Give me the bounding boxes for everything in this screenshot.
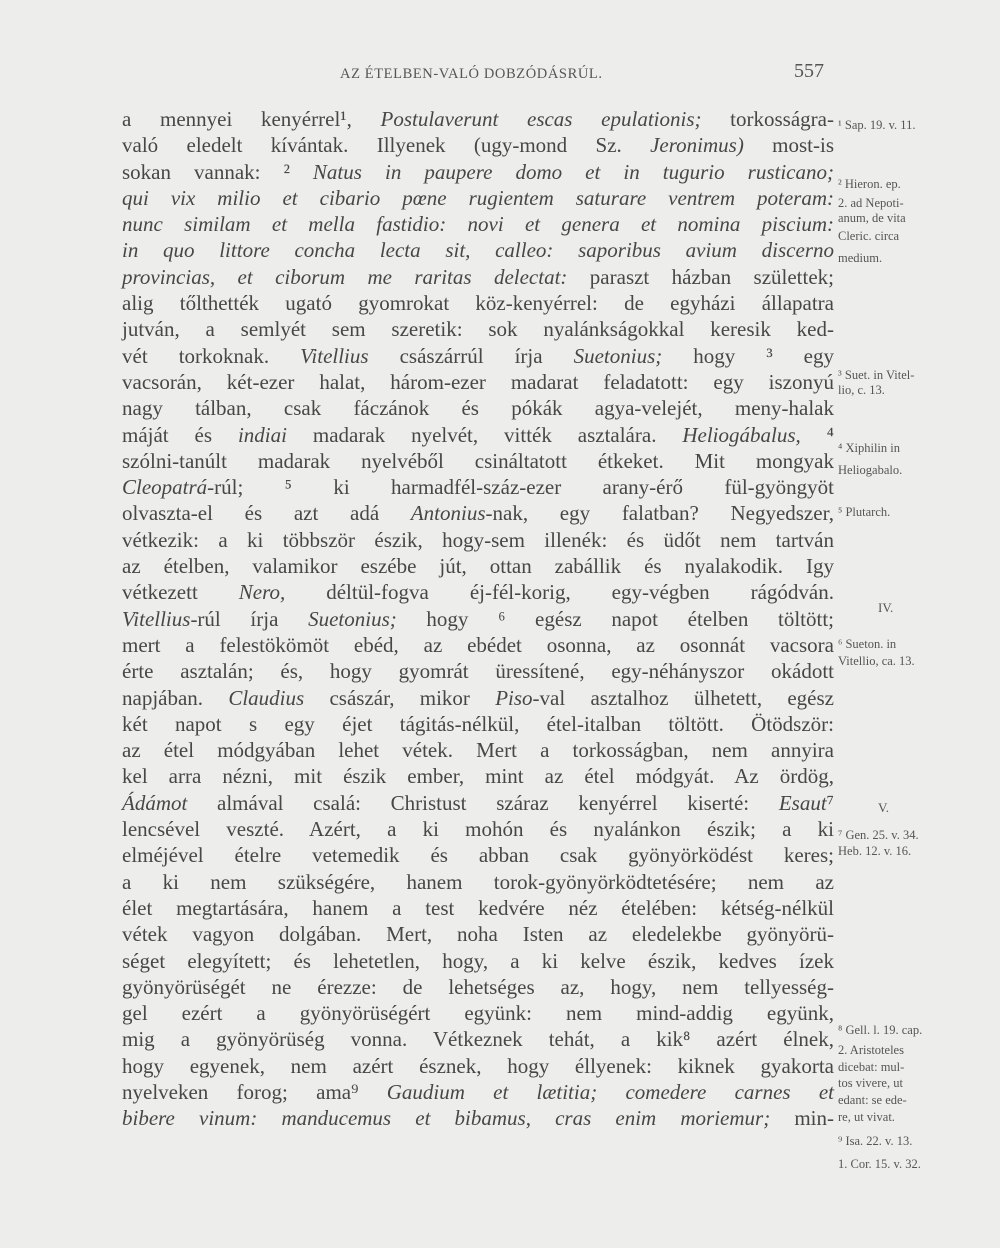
margin-note: ¹ Sap. 19. v. 11. [838, 118, 916, 132]
text-run: mig a gyönyörüség vonna. Vétkeznek tehát, a kik⁸ azért élnek, [122, 1027, 834, 1052]
text-run: hogy ⁶ egész napot ételben töltött; [396, 606, 834, 631]
text-run: mert a felestökömöt ebéd, az ebédet osonna, az osonnát vacsora [122, 632, 834, 657]
text-run: alig tőlthették ugató gyomrokat köz-kenyérrel: de egyházi állapatra [122, 291, 834, 316]
margin-note: dicebat: mul- [838, 1060, 905, 1074]
italic-text: Postulaverunt escas epulationis; [380, 107, 702, 131]
text-run: gel ezért a gyönyörüségért együnk: nem mind-addig együnk, [122, 1001, 834, 1026]
italic-text: Esaut [778, 790, 827, 815]
text-run: torkosságra- [701, 107, 834, 131]
text-run: -rúl; ⁵ ki harmadfél-száz-ezer arany-érő fül-gyöngyöt [207, 475, 834, 500]
margin-note: 2. ad Nepoti- [838, 196, 904, 210]
italic-text: nunc similam et mella fastidio: novi et genera et nomina piscium: [122, 212, 834, 237]
text-run: almával csalá: Christust száraz kenyérrel kiserté: [187, 790, 779, 815]
text-run: a mennyei kenyérrel¹, [122, 107, 381, 131]
text-run: gyönyörüségét ne érezze: de lehetséges az, hogy, nem tellyesség- [122, 974, 834, 999]
margin-note: Heb. 12. v. 16. [838, 844, 912, 858]
margin-note: ⁷ Gen. 25. v. 34. [838, 828, 919, 842]
text-line [122, 264, 834, 290]
text-line [122, 527, 834, 553]
text-line [122, 448, 834, 474]
text-run: séget elegyített; és lehetetlen, hogy, a ki kelve észik, kedves ízek [122, 948, 834, 973]
italic-text: Natus in paupere domo et in tugurio rusticano; [312, 159, 834, 184]
italic-text: Vitellius [122, 606, 191, 631]
text-line [122, 553, 834, 579]
margin-note: edant: se ede- [838, 1093, 907, 1107]
text-run: való eledelt kívántak. Illyenek (ugy-mond Sz. [122, 133, 651, 158]
text-run: ⁷ [826, 790, 834, 815]
margin-note: Heliogabalo. [838, 463, 903, 477]
margin-note: ⁸ Gell. l. 19. cap. [838, 1023, 923, 1037]
text-line [122, 763, 834, 789]
italic-text: provincias, et ciborum me raritas delectat: [122, 264, 568, 289]
text-run: élet megtartására, hanem a test kedvére néz ételében: kétség-nélkül [122, 895, 834, 920]
section-number: IV. [878, 600, 894, 615]
text-line [122, 685, 834, 711]
text-line [122, 711, 834, 737]
text-line [122, 869, 834, 895]
page-number: 557 [794, 60, 824, 82]
margin-note: ⁴ Xiphilin in [838, 441, 900, 455]
italic-text: bibere vinum: manducemus et bibamus, cras enim moriemur; [122, 1106, 771, 1131]
text-line [122, 132, 834, 158]
text-run: az ételben, valamikor eszébe jút, ottan zabállik és nyalakodik. Igy [122, 554, 834, 579]
text-run: lencsével veszté. Azért, a ki mohón és nyalánkon észik; a ki [122, 817, 834, 842]
text-line [122, 237, 834, 263]
text-run: elméjével ételre vetemedik és abban csak gyönyörködést keres; [122, 843, 834, 868]
italic-text: Piso [495, 685, 533, 710]
text-run: -val asztalhoz ülhetett, egész [532, 685, 835, 710]
italic-text: Heliogábalus, [682, 422, 801, 447]
text-line [122, 658, 834, 684]
text-run: vétek vagyon dolgában. Mert, noha Isten az eledelekbe gyönyörü- [122, 922, 834, 947]
italic-text: Ádámot [122, 790, 188, 815]
text-line [122, 369, 834, 395]
text-line [122, 422, 834, 448]
text-run: két napot s egy éjet tágitás-nélkül, étel-italban töltött. Ötödször: [122, 711, 834, 736]
margin-note: ² Hieron. ep. [838, 177, 901, 191]
italic-text: Cleopatrá [122, 475, 208, 500]
italic-text: in quo littore concha lecta sit, calleo: saporibus avium discerno [122, 238, 834, 263]
text-line [122, 1053, 834, 1079]
text-run: -nak, egy falatban? Negyedszer, [485, 501, 834, 526]
margin-note: Cleric. circa [838, 229, 900, 243]
text-line [122, 343, 834, 369]
text-line [122, 159, 834, 185]
margin-note: lio, c. 13. [838, 383, 885, 397]
text-run: a ki nem szükségére, hanem torok-gyönyörködtetésére; nem az [122, 869, 834, 894]
text-line [122, 1026, 834, 1052]
text-run: szólni-tanúlt madarak nyelvéből csináltatott étkeket. Mit mongyak [122, 448, 834, 473]
text-line [122, 737, 834, 763]
text-run: déltül-fogva éj-fél-korig, egy-végben rágódván. [285, 580, 834, 605]
italic-text: Gaudium et lætitia; comedere carnes et [386, 1079, 834, 1104]
text-run: ⁴ [800, 422, 834, 447]
italic-text: Nero, [238, 580, 286, 605]
text-run: császárrúl írja [368, 343, 574, 368]
italic-text: Suetonius; [308, 606, 397, 631]
margin-note: ³ Suet. in Vitel- [838, 368, 915, 382]
margin-note: 1. Cor. 15. v. 32. [838, 1157, 921, 1171]
text-line [122, 474, 834, 500]
text-line [122, 632, 834, 658]
italic-text: Vitellius [300, 343, 369, 368]
margin-note: tos vivere, ut [838, 1076, 903, 1090]
text-run: máját és [122, 422, 238, 447]
margin-note: medium. [838, 251, 883, 265]
text-run: érte asztalán; és, hogy gyomrát üressítené, egy-néhányszor okádott [122, 659, 834, 684]
text-line [122, 842, 834, 868]
text-run: olvaszta-el és azt adá [122, 501, 411, 526]
italic-text: Jeronimus) [650, 133, 744, 158]
text-line [122, 579, 834, 605]
text-run: vétkezett [122, 580, 239, 605]
text-line [122, 500, 834, 526]
text-line [122, 895, 834, 921]
text-line [122, 290, 834, 316]
text-line [122, 1000, 834, 1026]
text-run: kel arra nézni, mit észik ember, mint az étel módgyát. Az ördög, [122, 764, 834, 789]
text-run: paraszt házban születtek; [567, 264, 834, 289]
text-run: madarak nyelvét, vitték asztalára. [286, 422, 683, 447]
italic-text: qui vix milio et cibario pœne rugientem saturare ventrem poteram: [122, 185, 834, 210]
italic-text: Antonius [410, 501, 486, 526]
text-run: most-is [743, 133, 834, 158]
text-run: jutván, a semlyét sem szeretik: sok nyalánkságokkal keresik ked- [122, 317, 834, 342]
italic-text: indiai [237, 422, 287, 447]
text-line [122, 790, 834, 816]
text-run: sokan vannak: ² [122, 159, 313, 184]
margin-note: 2. Aristoteles [838, 1043, 904, 1057]
text-run: min- [770, 1106, 834, 1131]
running-title: AZ ÉTELBEN-VALÓ DOBZÓDÁSRÚL. [340, 66, 603, 82]
text-run: hogy egyenek, nem azért észnek, hogy éllyenek: kiknek gyakorta [122, 1053, 834, 1078]
margin-note: anum, de vita [838, 211, 906, 225]
text-line [122, 606, 834, 632]
margin-note: ⁶ Sueton. in [838, 637, 897, 651]
text-line [122, 316, 834, 342]
body-text [122, 106, 834, 1132]
italic-text: Claudius [228, 685, 305, 710]
text-line [122, 816, 834, 842]
text-run: vacsorán, két-ezer halat, három-ezer madarat feladatott: egy iszonyú [122, 369, 834, 394]
text-line [122, 974, 834, 1000]
text-line [122, 106, 834, 132]
section-number: V. [878, 800, 889, 815]
text-line [122, 1079, 834, 1105]
margin-note: Vitellio, ca. 13. [838, 654, 915, 668]
text-run: hogy ³ egy [662, 343, 834, 368]
text-line [122, 1105, 834, 1131]
text-run: nyelveken forog; ama⁹ [122, 1079, 387, 1104]
italic-text: Suetonius; [573, 343, 663, 368]
text-line [122, 948, 834, 974]
margin-notes [838, 0, 998, 1248]
text-line [122, 395, 834, 421]
text-run: vét torkoknak. [122, 343, 301, 368]
margin-note: ⁵ Plutarch. [838, 505, 891, 519]
text-line [122, 921, 834, 947]
text-run: vétkezik: a ki többször észik, hogy-sem illenék: és üdőt nem tartván [122, 527, 834, 552]
text-run: napjában. [122, 685, 229, 710]
text-run: -rúl írja [190, 606, 309, 631]
margin-note: ⁹ Isa. 22. v. 13. [838, 1134, 913, 1148]
text-run: császár, mikor [304, 685, 496, 710]
text-line [122, 211, 834, 237]
text-line [122, 185, 834, 211]
text-run: az étel módgyában lehet vétek. Mert a torkosságban, nem annyira [122, 738, 834, 763]
margin-note: re, ut vivat. [838, 1110, 895, 1124]
text-run: nagy tálban, csak fáczánok és pókák agya-velejét, meny-halak [122, 396, 834, 421]
